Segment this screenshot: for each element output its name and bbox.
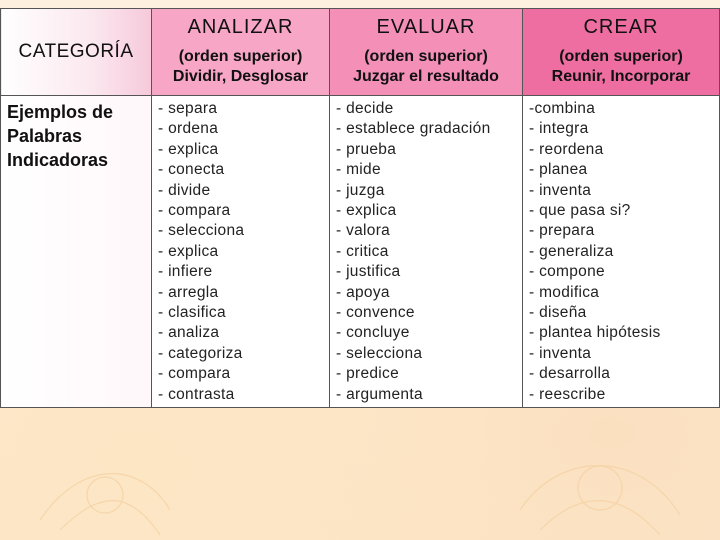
indicator-word: - separa <box>158 100 218 117</box>
indicator-word: - plantea hipótesis <box>529 324 661 342</box>
analizar-word-list <box>158 99 323 405</box>
indicator-word: - inventa <box>529 344 592 362</box>
indicator-word: - conecta <box>158 161 225 179</box>
column-keywords: Juzgar el resultado <box>353 68 499 85</box>
indicator-word: - generaliza <box>529 242 614 260</box>
crear-words-cell <box>523 96 720 408</box>
indicator-word: - arregla <box>158 283 219 301</box>
column-name: ANALIZAR <box>187 16 294 38</box>
indicator-word: - explica <box>158 140 219 158</box>
indicator-word: - diseña <box>529 304 587 322</box>
header-row <box>1 9 720 96</box>
indicator-word: - juzga <box>336 181 385 199</box>
indicator-word: - reordena <box>529 140 604 158</box>
indicator-word: - que pasa si? <box>529 202 631 220</box>
indicator-word: - mide <box>336 161 381 179</box>
indicator-word: - compara <box>158 365 231 383</box>
category-header: CATEGORÍA <box>1 9 152 96</box>
column-keywords: Reunir, Incorporar <box>551 68 691 85</box>
indicator-word: - predice <box>336 365 400 383</box>
evaluar-word-list <box>336 99 516 405</box>
floral-background-decoration <box>0 400 720 540</box>
column-subtitle: (orden superior) <box>178 48 303 65</box>
indicator-word: - analiza <box>158 324 220 342</box>
indicator-word: - integra <box>529 120 589 138</box>
crear-word-list <box>529 99 713 405</box>
bloom-taxonomy-table <box>0 8 720 408</box>
indicator-word: - ordena <box>158 120 219 138</box>
indicator-word: - desarrolla <box>529 365 611 383</box>
indicator-word: -combina <box>529 100 596 117</box>
evaluar-words-cell <box>330 96 523 408</box>
examples-row <box>1 96 720 408</box>
indicator-word: - selecciona <box>336 344 423 362</box>
column-name: CREAR <box>583 16 659 38</box>
column-name: EVALUAR <box>376 16 476 38</box>
crear-header <box>523 9 720 96</box>
indicator-word: - justifica <box>336 263 401 281</box>
indicator-word: - divide <box>158 181 211 199</box>
indicator-word: - critica <box>336 242 389 260</box>
indicator-word: - contrasta <box>158 385 235 403</box>
indicator-word: - infiere <box>158 263 213 281</box>
analizar-words-cell <box>152 96 330 408</box>
indicator-word: - prepara <box>529 222 595 240</box>
indicator-word: - argumenta <box>336 385 423 403</box>
row-label: Ejemplos de Palabras Indicadoras <box>1 96 152 408</box>
column-subtitle: (orden superior) <box>559 48 683 65</box>
indicator-word: - compara <box>158 202 231 220</box>
indicator-word: - modifica <box>529 283 600 301</box>
indicator-word: - selecciona <box>158 222 245 240</box>
column-keywords: Dividir, Desglosar <box>172 68 309 85</box>
indicator-word: - apoya <box>336 283 390 301</box>
indicator-word: - prueba <box>336 140 397 158</box>
indicator-word: - valora <box>336 222 391 240</box>
indicator-word: - establece gradación <box>336 120 491 138</box>
indicator-word: - convence <box>336 304 415 322</box>
indicator-word: - clasifica <box>158 304 226 322</box>
analizar-header <box>152 9 330 96</box>
indicator-word: - categoriza <box>158 344 243 362</box>
indicator-word: - explica <box>336 202 397 220</box>
indicator-word: - concluye <box>336 324 410 342</box>
evaluar-header <box>330 9 523 96</box>
indicator-word: - planea <box>529 161 588 179</box>
indicator-word: - explica <box>158 242 219 260</box>
column-subtitle: (orden superior) <box>364 48 488 65</box>
indicator-word: - decide <box>336 100 394 117</box>
indicator-word: - inventa <box>529 181 592 199</box>
indicator-word: - reescribe <box>529 385 606 403</box>
indicator-word: - compone <box>529 263 605 281</box>
